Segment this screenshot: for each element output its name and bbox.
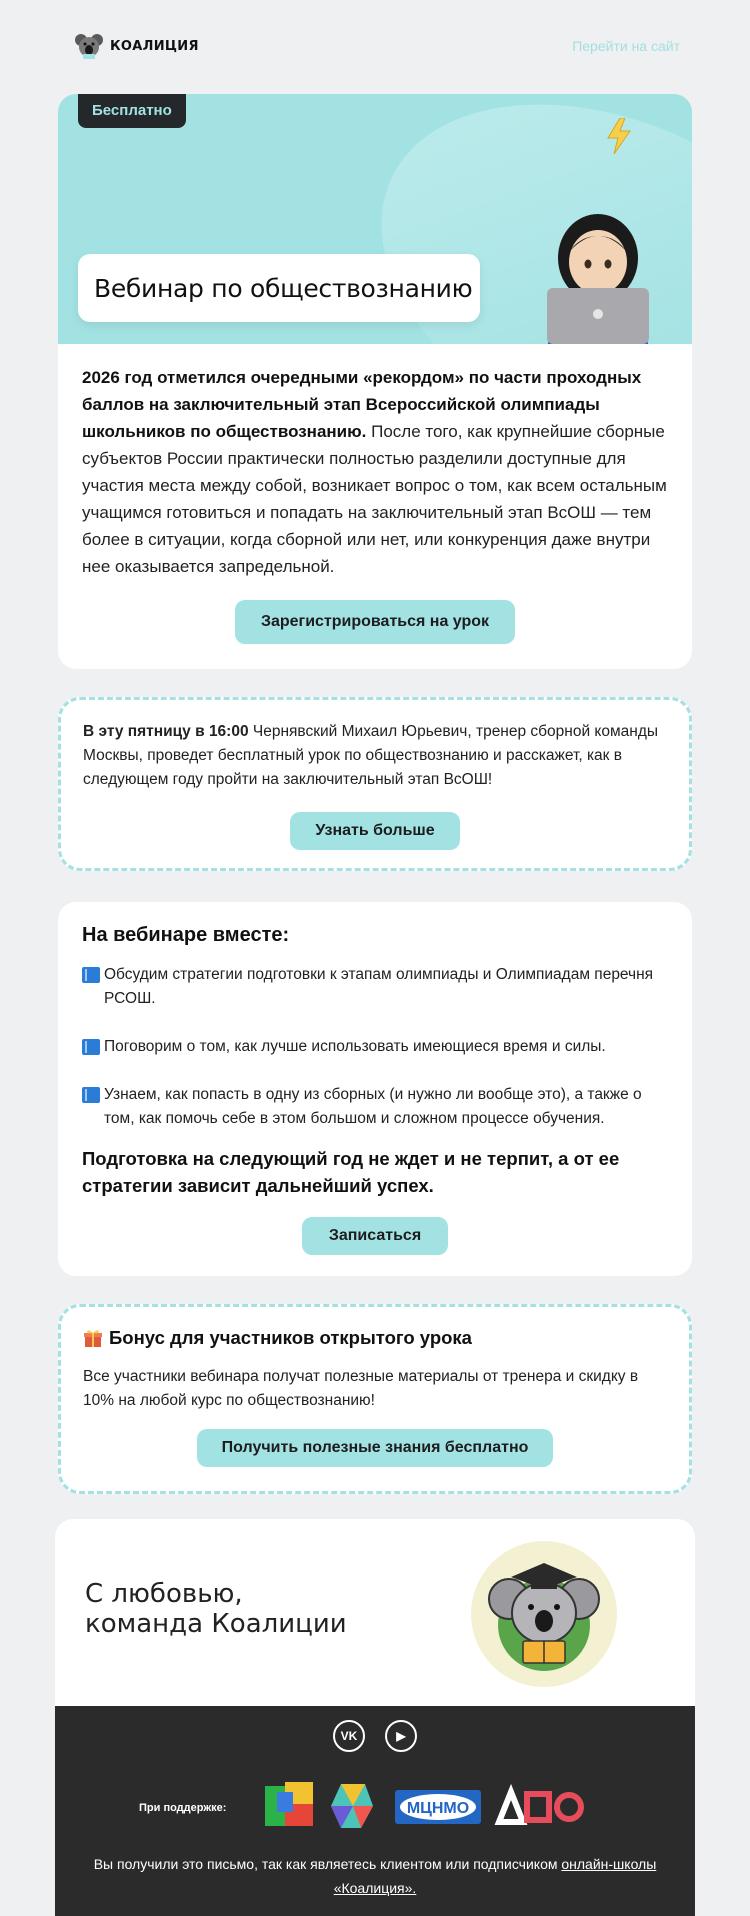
intro-body-text: После того, как крупнейшие сборные субъектов России практически полностью разделили доступные для участия места между собой, возникает вопрос о том, как всем остальным учащимся готовиться и попадать на заключительный этап ВсОШ — тем более в ситуации, когда сборной или нет, или конкуренция даже внутри нее оказывается запредельной. bbox=[82, 422, 667, 576]
school-link[interactable]: онлайн-школы «Коалиция». bbox=[333, 1856, 657, 1896]
list-item-text: Поговорим о том, как лучше использовать имеющиеся время и силы. bbox=[104, 1038, 606, 1055]
support-label: При поддержке: bbox=[139, 1802, 227, 1814]
bonus-card bbox=[58, 1304, 692, 1494]
footer-note bbox=[85, 1852, 665, 1900]
logo[interactable] bbox=[74, 31, 199, 61]
get-materials-button[interactable]: Получить полезные знания бесплатно bbox=[197, 1429, 553, 1467]
book-icon bbox=[82, 1039, 100, 1055]
bonus-title-row bbox=[83, 1327, 667, 1349]
signature-line-2: команда Коалиции bbox=[85, 1609, 347, 1639]
list-item bbox=[82, 1035, 668, 1059]
logo-text: КОАЛИЦИЯ bbox=[110, 38, 199, 54]
footer bbox=[55, 1519, 695, 1916]
partner-mcnmo-text: МЦНМО bbox=[406, 1800, 470, 1817]
list-item bbox=[82, 963, 668, 1011]
footer-dark-band bbox=[55, 1706, 695, 1916]
announcement-text bbox=[83, 720, 667, 792]
go-to-site-link[interactable]: Перейти на сайт bbox=[572, 38, 680, 54]
partner-flower-logo-icon bbox=[331, 1784, 373, 1828]
book-icon bbox=[82, 967, 100, 983]
register-button[interactable]: Зарегистрироваться на урок bbox=[235, 600, 515, 644]
sign-up-button[interactable]: Записаться bbox=[302, 1217, 448, 1255]
footer-note-text: Вы получили это письмо, так как являетесь клиентом или подписчиком bbox=[93, 1856, 562, 1872]
vk-icon[interactable]: VK bbox=[333, 1720, 365, 1752]
koala-mascot bbox=[471, 1541, 617, 1687]
list-item-text: Узнаем, как попасть в одну из сборных (и нужно ли вообще это), а также о том, как помочь себе в этом большом и сложном процессе обучения. bbox=[104, 1086, 642, 1127]
lightning-icon bbox=[606, 118, 632, 154]
partner-logos bbox=[261, 1778, 621, 1834]
free-badge: Бесплатно bbox=[78, 94, 186, 128]
partner-mcnmo-logo bbox=[395, 1790, 481, 1824]
signature bbox=[85, 1579, 347, 1639]
learn-more-button[interactable]: Узнать больше bbox=[290, 812, 460, 850]
hero-title: Вебинар по обществознанию bbox=[78, 254, 480, 322]
bonus-text: Все участники вебинара получат полезные материалы от тренера и скидку в 10% на любой курс по обществознанию! bbox=[83, 1368, 639, 1409]
book-icon bbox=[82, 1087, 100, 1103]
intro-card bbox=[58, 344, 692, 669]
agenda-note: Подготовка на следующий год не ждет и не терпит, а от ее стратегии зависит дальнейший успех. bbox=[82, 1148, 620, 1196]
gift-icon bbox=[83, 1328, 103, 1348]
intro-text bbox=[82, 364, 668, 580]
student-with-laptop-icon bbox=[538, 214, 668, 344]
announcement-body-text: Чернявский Михаил Юрьевич, тренер сборной команды Москвы, проведет бесплатный урок по обществознанию и расскажет, как в следующем году пройти на заключительный этап ВсОШ! bbox=[83, 723, 659, 788]
signature-line-1: С любовью, bbox=[85, 1579, 243, 1609]
announcement-card bbox=[58, 697, 692, 871]
intro-bold-text: 2026 год отметился очередными «рекордом» по части проходных баллов на заключительный этап Всероссийской олимпиады школьников по обществознанию. bbox=[82, 368, 642, 441]
list-item-text: Обсудим стратегии подготовки к этапам олимпиады и Олимпиадам перечня РСОШ. bbox=[104, 966, 654, 1007]
list-item bbox=[82, 1083, 668, 1131]
announcement-bold-text: В эту пятницу в 16:00 bbox=[83, 723, 249, 740]
partner-cube-logo-icon bbox=[265, 1782, 313, 1826]
email-header bbox=[74, 28, 680, 64]
agenda-title: На вебинаре вместе: bbox=[82, 924, 290, 946]
koala-graduate-icon bbox=[471, 1541, 617, 1687]
partner-dpo-logo-icon bbox=[499, 1792, 581, 1822]
koala-logo-icon bbox=[74, 31, 104, 61]
youtube-icon[interactable]: ▶ bbox=[385, 1720, 417, 1752]
hero-banner bbox=[58, 94, 692, 344]
bonus-title: Бонус для участников открытого урока bbox=[109, 1327, 472, 1348]
agenda-card bbox=[58, 902, 692, 1276]
